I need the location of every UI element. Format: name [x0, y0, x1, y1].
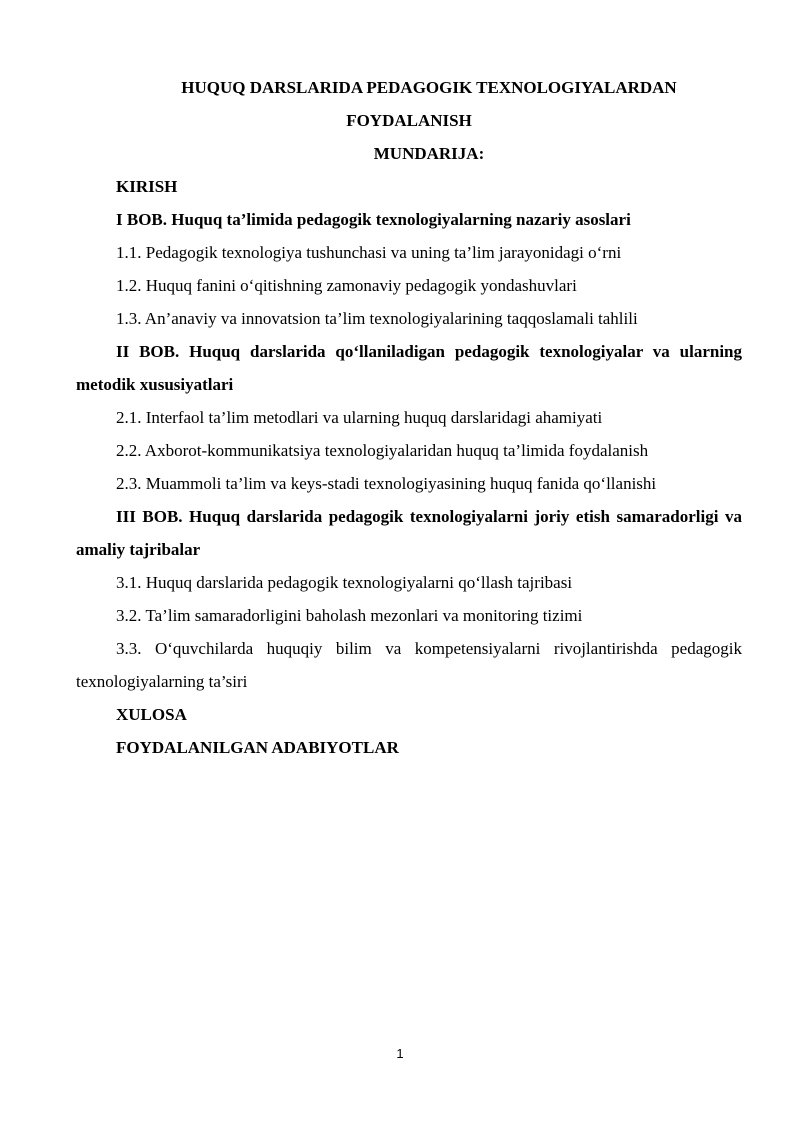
- toc-section-3-3: 3.3. O‘quvchilarda huquqiy bilim va kompetensiyalarni rivojlantirishda pedagogik texnologiyalarning ta’siri: [76, 639, 742, 691]
- toc-section-2-3: 2.3. Muammoli ta’lim va keys-stadi texnologiyasining huquq fanida qo‘llanishi: [116, 474, 657, 493]
- toc-chapter-3: III BOB. Huquq darslarida pedagogik texnologiyalarni joriy etish samaradorligi va amaliy tajribalar: [76, 507, 742, 559]
- toc-section-1-3: 1.3. An’anaviy va innovatsion ta’lim texnologiyalarining taqqoslamali tahlili: [116, 309, 638, 328]
- contents-heading: MUNDARIJA:: [373, 144, 485, 163]
- toc-section-2-1: 2.1. Interfaol ta’lim metodlari va ularning huquq darslaridagi ahamiyati: [116, 408, 603, 427]
- toc-chapter-1: I BOB. Huquq ta’limida pedagogik texnologiyalarning nazariy asoslari: [116, 210, 631, 229]
- toc-conclusion: XULOSA: [116, 705, 187, 724]
- document-title-line-1: HUQUQ DARSLARIDA PEDAGOGIK TEXNOLOGIYALARDAN: [181, 78, 677, 97]
- toc-introduction: KIRISH: [116, 177, 178, 196]
- toc-section-3-2: 3.2. Ta’lim samaradorligini baholash mezonlari va monitoring tizimi: [116, 606, 583, 625]
- toc-section-1-1: 1.1. Pedagogik texnologiya tushunchasi va uning ta’lim jarayonidagi o‘rni: [116, 243, 622, 262]
- document-title-line-2: FOYDALANISH: [346, 111, 472, 130]
- toc-section-3-1: 3.1. Huquq darslarida pedagogik texnologiyalarni qo‘llash tajribasi: [116, 573, 573, 592]
- table-of-contents: [76, 170, 742, 764]
- toc-references: FOYDALANILGAN ADABIYOTLAR: [116, 738, 399, 757]
- page-number: 1: [396, 1046, 404, 1061]
- toc-section-2-2: 2.2. Axborot-kommunikatsiya texnologiyalaridan huquq ta’limida foydalanish: [116, 441, 649, 460]
- toc-chapter-2: II BOB. Huquq darslarida qo‘llaniladigan pedagogik texnologiyalar va ularning metodik xususiyatlari: [76, 342, 742, 394]
- toc-section-1-2: 1.2. Huquq fanini o‘qitishning zamonaviy pedagogik yondashuvlari: [116, 276, 577, 295]
